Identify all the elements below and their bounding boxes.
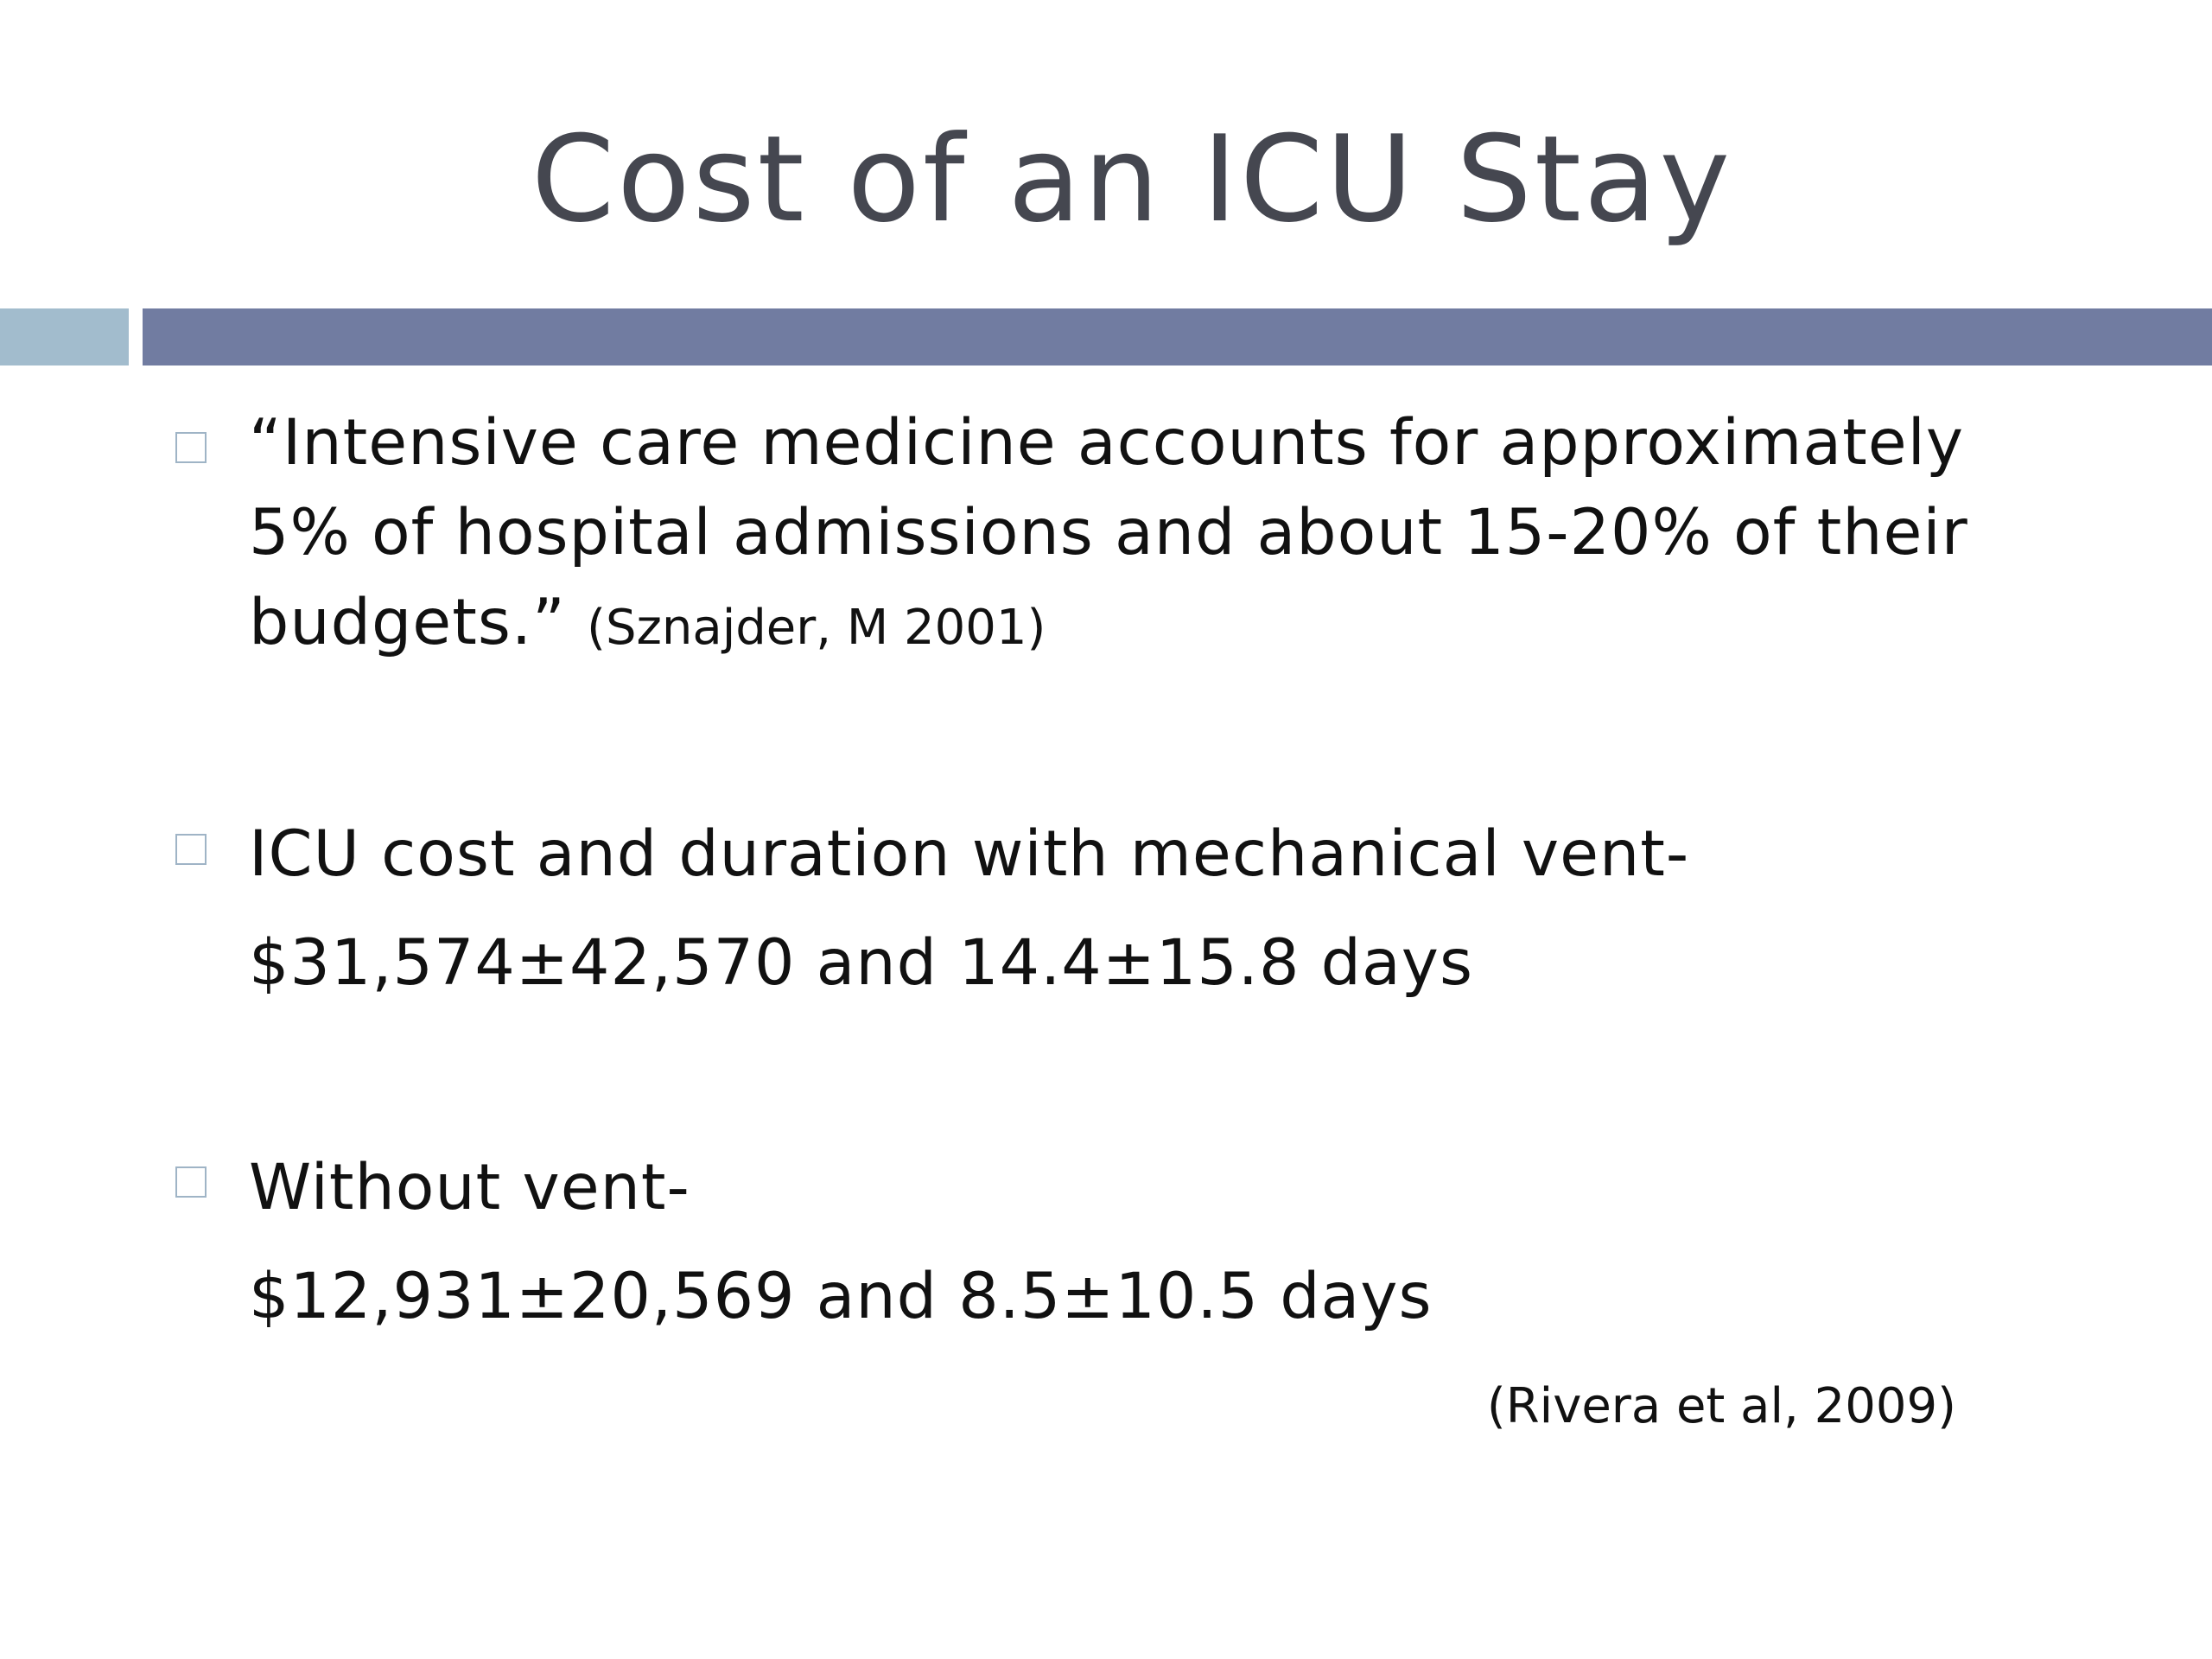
bullet-2-line-1: ICU cost and duration with mechanical vent- bbox=[249, 817, 1690, 891]
bullet-3-text bbox=[249, 1134, 1433, 1351]
header-accent-bar-right bbox=[143, 308, 2212, 365]
reference-citation: (Rivera et al, 2009) bbox=[1486, 1378, 1956, 1434]
bullet-1-line-2: 5% of hospital admissions and about 15-20% of their bbox=[249, 496, 1968, 569]
bullet-1-line-3-text: budgets.” bbox=[249, 586, 566, 659]
bullet-1-line-3 bbox=[249, 578, 1968, 673]
bullet-square-icon bbox=[175, 1166, 207, 1198]
bullet-1-line-1: “Intensive care medicine accounts for approximately bbox=[249, 406, 1965, 480]
bullet-square-icon bbox=[175, 432, 207, 463]
bullet-1-citation: (Sznajder, M 2001) bbox=[587, 600, 1046, 656]
header-accent-bar-left bbox=[0, 308, 129, 365]
bullet-1-text bbox=[249, 398, 1968, 673]
bullet-square-icon bbox=[175, 834, 207, 865]
slide-title: Cost of an ICU Stay bbox=[531, 110, 1733, 249]
bullet-3-line-1: Without vent- bbox=[249, 1151, 690, 1224]
bullet-2-text bbox=[249, 800, 1689, 1018]
bullet-2-line-2: $31,574±42,570 and 14.4±15.8 days bbox=[249, 926, 1473, 1000]
bullet-3-line-2: $12,931±20,569 and 8.5±10.5 days bbox=[249, 1260, 1433, 1333]
